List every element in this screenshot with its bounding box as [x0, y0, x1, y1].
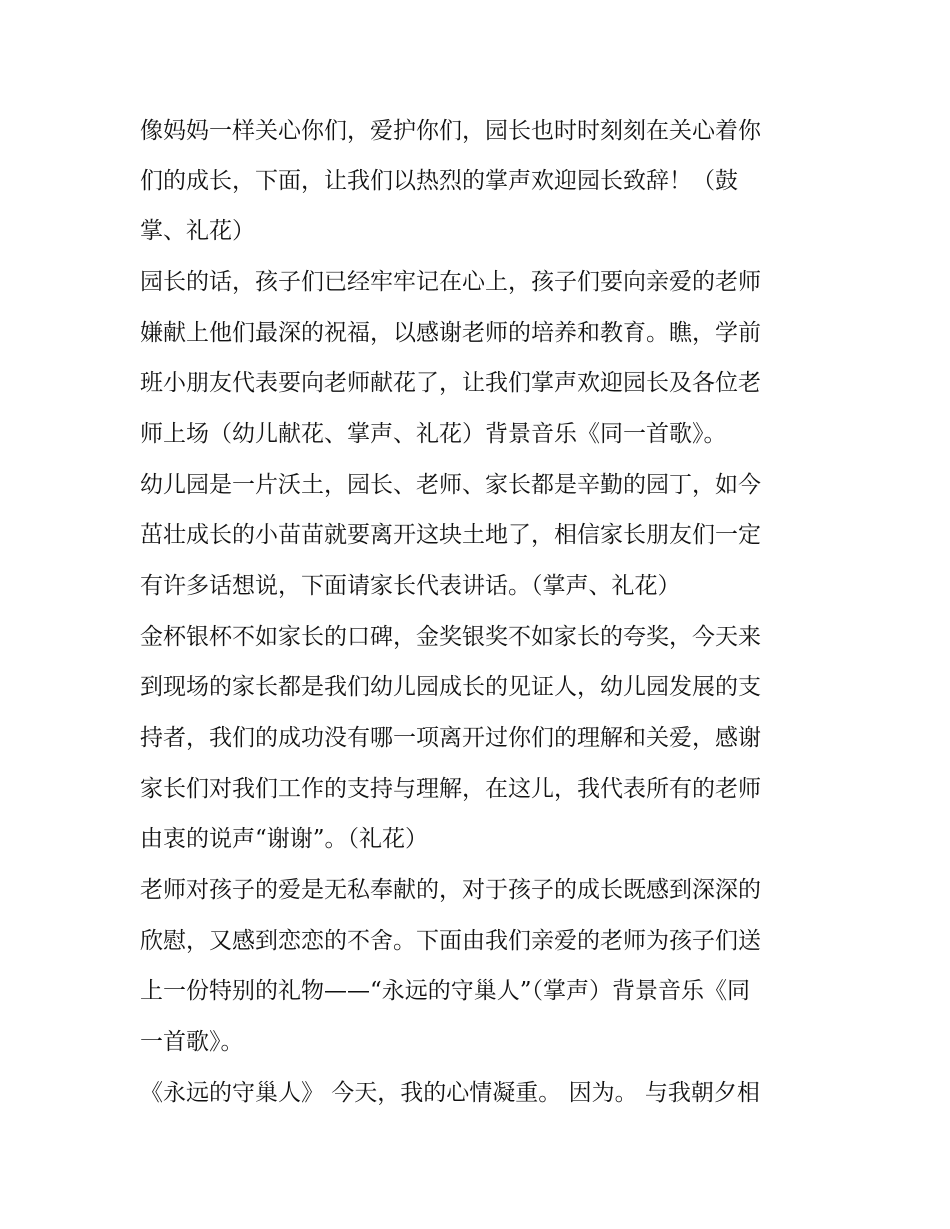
text-line: 园长的话，孩子们已经牢牢记在心上，孩子们要向亲爱的老师	[140, 269, 761, 295]
text-line: 欣慰，又感到恋恋的不舍。下面由我们亲爱的老师为孩子们送	[140, 928, 761, 954]
text-line: 持者，我们的成功没有哪一项离开过你们的理解和关爱，感谢	[140, 725, 761, 751]
text-line: 金杯银杯不如家长的口碑，金奖银奖不如家长的夸奖，今天来	[140, 624, 761, 650]
text-line: 老师对孩子的爱是无私奉献的，对于孩子的成长既感到深深的	[140, 877, 761, 903]
text-line: 家长们对我们工作的支持与理解，在这儿，我代表所有的老师	[140, 776, 761, 802]
text-line: 幼儿园是一片沃土，园长、老师、家长都是辛勤的园丁，如今	[140, 472, 761, 498]
text-line: 们的成长，下面，让我们以热烈的掌声欢迎园长致辞！（鼓	[140, 168, 738, 194]
text-line: 像妈妈一样关心你们，爱护你们，园长也时时刻刻在关心着你	[140, 118, 761, 144]
text-line: 茁壮成长的小苗苗就要离开这块土地了，相信家长朋友们一定	[140, 522, 761, 548]
text-line: 《永远的守巢人》 今天，我的心情凝重。 因为。 与我朝夕相	[140, 1080, 760, 1106]
text-line: 班小朋友代表要向老师献花了，让我们掌声欢迎园长及各位老	[140, 370, 761, 396]
text-line: 有许多话想说，下面请家长代表讲话。（掌声、礼花）	[140, 573, 681, 599]
text-line: 师上场（幼儿献花、掌声、礼花）背景音乐《同一首歌》。	[140, 421, 727, 447]
text-line: 一首歌》。	[140, 1029, 244, 1055]
text-line: 嫌献上他们最深的祝福，以感谢老师的培养和教育。瞧，学前	[140, 320, 761, 346]
text-line: 由衷的说声“谢谢”。（礼花）	[140, 826, 429, 852]
text-line: 掌、礼花）	[140, 218, 255, 244]
text-line: 上一份特别的礼物——“永远的守巢人”（掌声）背景音乐《同	[140, 978, 751, 1004]
text-line: 到现场的家长都是我们幼儿园成长的见证人，幼儿园发展的支	[140, 674, 761, 700]
